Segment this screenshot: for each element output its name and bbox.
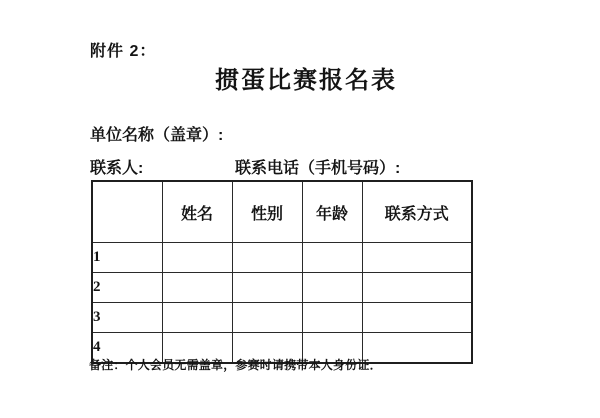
header-cell-gender: 性别 bbox=[232, 181, 302, 243]
row-number: 1 bbox=[92, 243, 162, 273]
unit-name-label: 单位名称（盖章）: bbox=[90, 127, 224, 144]
table-row bbox=[92, 243, 472, 273]
attachment-label: 附件 2： bbox=[90, 43, 157, 60]
table-cell-name bbox=[162, 303, 232, 333]
footer-note: 备注：个人会员无需盖章，参赛时请携带本人身份证． bbox=[89, 358, 382, 372]
table-cell-age bbox=[302, 243, 362, 273]
header-cell-contact: 联系方式 bbox=[362, 181, 472, 243]
table-row bbox=[92, 273, 472, 303]
row-number: 2 bbox=[92, 273, 162, 303]
table-cell-contact bbox=[362, 303, 472, 333]
header-cell-index bbox=[92, 181, 162, 243]
table-cell-name bbox=[162, 243, 232, 273]
table-cell-contact bbox=[362, 243, 472, 273]
contact-phone-label: 联系电话（手机号码）: bbox=[235, 160, 401, 177]
registration-table bbox=[91, 180, 473, 364]
form-title: 掼蛋比赛报名表 bbox=[215, 67, 397, 94]
table-cell-contact bbox=[362, 273, 472, 303]
table-cell-name bbox=[162, 273, 232, 303]
contact-person-label: 联系人: bbox=[90, 160, 144, 177]
table-cell-gender bbox=[232, 243, 302, 273]
table-cell-gender bbox=[232, 303, 302, 333]
header-cell-name: 姓名 bbox=[162, 181, 232, 243]
row-number: 4 bbox=[92, 333, 162, 364]
table-row bbox=[92, 303, 472, 333]
table-header-row bbox=[92, 181, 472, 243]
header-cell-age: 年龄 bbox=[302, 181, 362, 243]
table-cell-gender bbox=[232, 273, 302, 303]
table-cell-age bbox=[302, 273, 362, 303]
table-cell-age bbox=[302, 303, 362, 333]
row-number: 3 bbox=[92, 303, 162, 333]
